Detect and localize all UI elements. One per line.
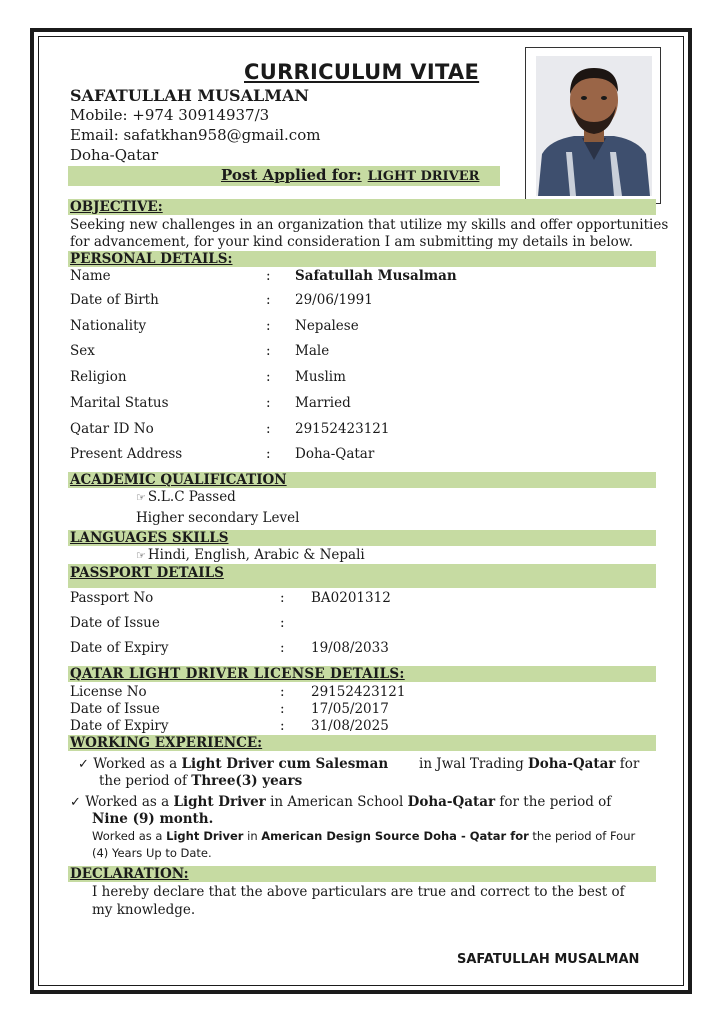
passport-value: BA0201312 — [311, 590, 391, 606]
profile-photo — [525, 47, 661, 204]
personal-label: Sex — [70, 343, 95, 359]
license-label: License No — [70, 684, 147, 700]
languages-line — [136, 547, 365, 563]
academic-item — [136, 489, 236, 505]
exp-role: Light Driver — [166, 829, 244, 843]
personal-label: Date of Birth — [70, 292, 159, 308]
exp-text: the period of — [99, 773, 192, 789]
license-heading: QATAR LIGHT DRIVER LICENSE DETAILS: — [70, 666, 405, 682]
experience-item-2-duration: Nine (9) month. — [92, 811, 214, 827]
email-line: Email: safatkhan958@gmail.com — [70, 126, 321, 144]
exp-location: Doha-Qatar — [407, 794, 496, 810]
passport-label: Passport No — [70, 590, 154, 606]
declaration-heading: DECLARATION: — [70, 866, 189, 882]
passport-heading: PASSPORT DETAILS — [70, 565, 224, 581]
languages-heading: LANGUAGES SKILLS — [70, 530, 229, 546]
exp-duration: Three(3) years — [191, 773, 303, 789]
exp-text: Worked as a — [92, 829, 167, 843]
colon: : — [280, 718, 285, 734]
academic-heading: ACADEMIC QUALIFICATION — [70, 472, 287, 488]
exp-location: Doha-Qatar — [528, 756, 616, 772]
academic-item-text: S.L.C Passed — [147, 489, 236, 505]
objective-heading: OBJECTIVE: — [70, 199, 163, 215]
portrait-image — [536, 56, 652, 196]
objective-line-2: for advancement, for your kind consideration I am submitting my details in below. — [70, 234, 634, 250]
pointing-hand-icon: ☞ — [136, 549, 146, 562]
post-applied-value: LIGHT DRIVER — [367, 169, 480, 184]
colon: : — [280, 701, 285, 717]
personal-label: Religion — [70, 369, 127, 385]
license-value: 31/08/2025 — [311, 718, 389, 734]
location-line: Doha-Qatar — [70, 146, 159, 164]
document-title: CURRICULUM VITAE — [244, 60, 480, 84]
signature-name: SAFATULLAH MUSALMAN — [457, 952, 640, 967]
post-applied — [221, 166, 479, 184]
personal-value: Doha-Qatar — [295, 446, 375, 462]
exp-text: for — [615, 756, 640, 772]
exp-text: for the period of — [495, 794, 612, 810]
applicant-name: SAFATULLAH MUSALMAN — [70, 86, 310, 105]
personal-label: Nationality — [70, 318, 147, 334]
personal-label: Marital Status — [70, 395, 169, 411]
exp-text: Worked as a — [93, 756, 182, 772]
objective-line-1: Seeking new challenges in an organization that utilize my skills and offer opportunities — [70, 217, 669, 233]
license-label: Date of Issue — [70, 701, 160, 717]
personal-value: Nepalese — [295, 318, 359, 334]
colon: : — [266, 395, 271, 411]
passport-label: Date of Expiry — [70, 640, 169, 656]
academic-item: Higher secondary Level — [136, 510, 300, 526]
colon: : — [266, 421, 271, 437]
exp-text: in — [243, 829, 262, 843]
personal-value: Married — [295, 395, 351, 411]
experience-heading: WORKING EXPERIENCE: — [70, 735, 263, 751]
colon: : — [266, 343, 271, 359]
license-value: 29152423121 — [311, 684, 406, 700]
experience-item-1-line-2 — [99, 773, 302, 789]
colon: : — [266, 446, 271, 462]
personal-value: 29/06/1991 — [295, 292, 373, 308]
declaration-line-1: I hereby declare that the above particulars are true and correct to the best of — [92, 884, 625, 900]
colon: : — [266, 268, 271, 284]
exp-text: in American School — [265, 794, 408, 810]
experience-item-1-cont — [419, 756, 639, 772]
personal-label: Name — [70, 268, 111, 284]
exp-text: Worked as a — [85, 794, 174, 810]
colon: : — [280, 615, 285, 631]
license-label: Date of Expiry — [70, 718, 169, 734]
colon: : — [280, 590, 285, 606]
pointing-hand-icon: ☞ — [136, 491, 146, 504]
exp-role: Light Driver — [173, 794, 266, 810]
colon: : — [280, 684, 285, 700]
checkmark-icon: ✓ — [70, 795, 81, 810]
experience-item-2 — [70, 794, 611, 810]
personal-value: 29152423121 — [295, 421, 390, 437]
personal-label: Present Address — [70, 446, 183, 462]
passport-value: 19/08/2033 — [311, 640, 389, 656]
personal-value: Muslim — [295, 369, 346, 385]
languages-value: Hindi, English, Arabic & Nepali — [147, 547, 365, 563]
exp-location: American Design Source Doha - Qatar for — [261, 829, 529, 843]
personal-value: Safatullah Musalman — [295, 268, 457, 284]
post-applied-label: Post Applied for: — [221, 166, 362, 184]
colon: : — [266, 318, 271, 334]
colon: : — [266, 292, 271, 308]
experience-item-3 — [92, 829, 635, 843]
mobile-line: Mobile: +974 30914937/3 — [70, 106, 270, 124]
personal-label: Qatar ID No — [70, 421, 154, 437]
colon: : — [266, 369, 271, 385]
exp-text: in Jwal Trading — [419, 756, 529, 772]
checkmark-icon: ✓ — [78, 757, 89, 772]
experience-item-3-line-2: (4) Years Up to Date. — [92, 846, 212, 860]
experience-item-1 — [78, 756, 388, 772]
personal-value: Male — [295, 343, 330, 359]
passport-label: Date of Issue — [70, 615, 160, 631]
exp-role: Light Driver cum Salesman — [181, 756, 389, 772]
declaration-line-2: my knowledge. — [92, 902, 196, 918]
license-value: 17/05/2017 — [311, 701, 389, 717]
exp-text: the period of Four — [528, 829, 636, 843]
colon: : — [280, 640, 285, 656]
personal-heading: PERSONAL DETAILS: — [70, 251, 233, 267]
